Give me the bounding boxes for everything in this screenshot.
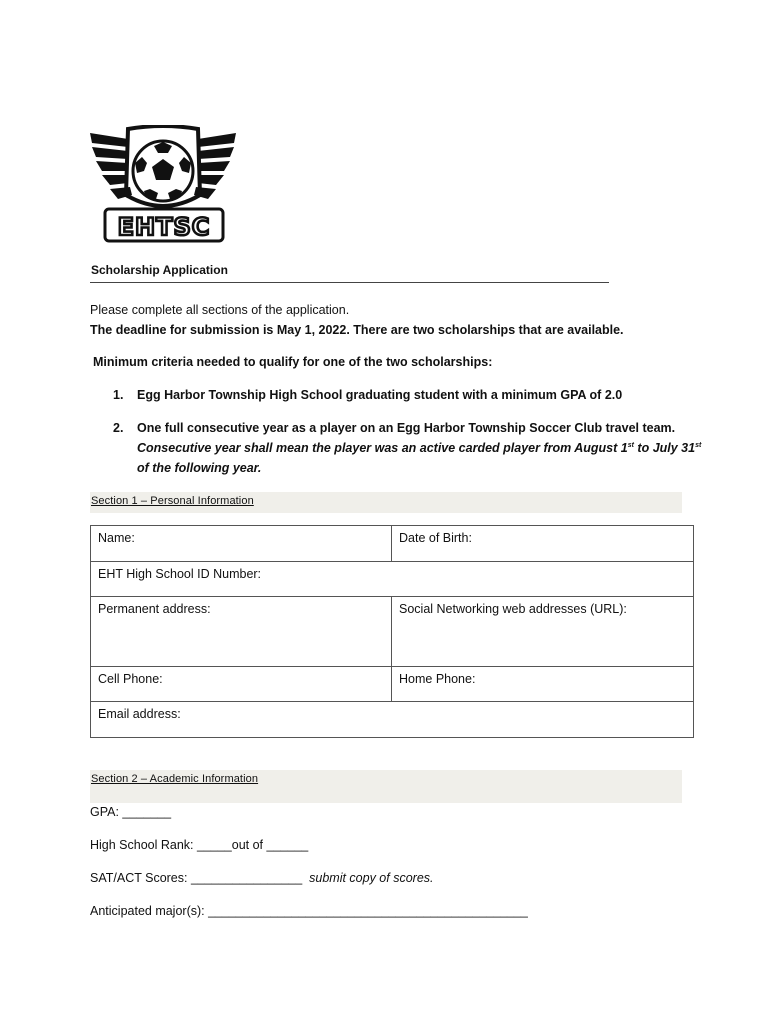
logo-text: EHTSC (117, 213, 211, 241)
social-field[interactable]: Social Networking web addresses (URL): (392, 597, 694, 667)
title-divider (90, 282, 609, 283)
school-id-field[interactable]: EHT High School ID Number: (91, 562, 694, 597)
criteria-number: 2. (113, 421, 124, 435)
email-field[interactable]: Email address: (91, 702, 694, 738)
criteria-text: One full consecutive year as a player on an Egg Harbor Township Soccer Club travel team. (137, 421, 676, 435)
rank-field[interactable]: High School Rank: _____out of ______ (90, 838, 309, 852)
sat-field[interactable]: SAT/ACT Scores: ________________ submit copy of scores. (90, 871, 434, 885)
soccer-ball-icon (133, 141, 193, 201)
criteria-number: 1. (113, 388, 124, 402)
gpa-field[interactable]: GPA: _______ (90, 805, 172, 819)
home-phone-field[interactable]: Home Phone: (392, 667, 694, 702)
criteria-detail: Consecutive year shall mean the player was an active carded player from August 1st to July 31st (137, 441, 702, 455)
criteria-heading: Minimum criteria needed to qualify for one of the two scholarships: (93, 355, 493, 369)
criteria-text: Egg Harbor Township High School graduating student with a minimum GPA of 2.0 (137, 388, 623, 402)
sat-note: submit copy of scores. (309, 871, 434, 885)
name-field[interactable]: Name: (91, 526, 392, 562)
dob-field[interactable]: Date of Birth: (392, 526, 694, 562)
cell-phone-field[interactable]: Cell Phone: (91, 667, 392, 702)
intro-line-1: Please complete all sections of the application. (90, 303, 350, 317)
section-1-title: Section 1 – Personal Information (91, 495, 254, 507)
address-field[interactable]: Permanent address: (91, 597, 392, 667)
ehtsc-logo (88, 125, 238, 245)
deadline-text: The deadline for submission is May 1, 2022. There are two scholarships that are available. (90, 323, 624, 337)
section-2-header (90, 770, 682, 803)
personal-info-table (90, 525, 694, 738)
section-2-title: Section 2 – Academic Information (91, 773, 259, 785)
section-1-header (90, 492, 682, 513)
major-field[interactable]: Anticipated major(s): ______________________________________________ (90, 904, 528, 918)
page-title: Scholarship Application (91, 263, 228, 277)
criteria-detail-cont: of the following year. (137, 461, 262, 475)
